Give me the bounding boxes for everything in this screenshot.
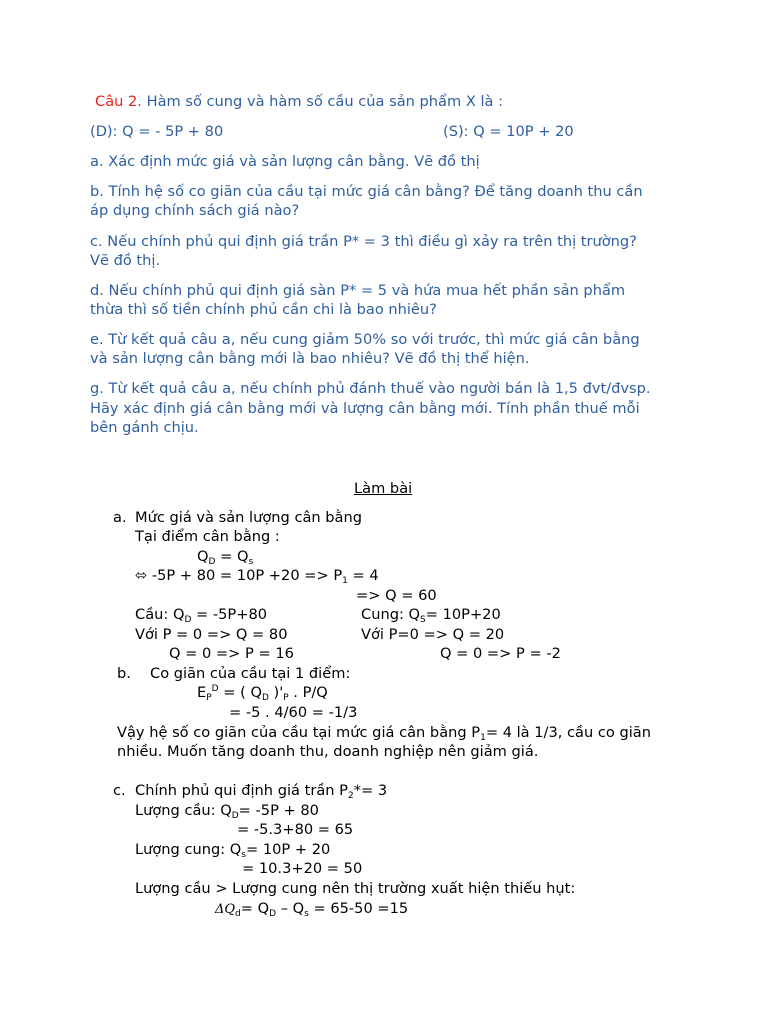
solution-c-shortage: Lượng cầu > Lượng cung nên thị trường xuất hiện thiếu hụt:: [135, 880, 576, 897]
solution-a-supply-p0: Với P=0 => Q = 20: [361, 626, 505, 643]
e-deriv: )': [268, 684, 284, 701]
c-title-text: Chính phủ qui định giá trần P: [135, 782, 348, 799]
supply-formula: = 10P+20: [425, 606, 501, 623]
solution-a-marker: a.: [113, 509, 127, 526]
e-ratio: . P/Q: [288, 684, 328, 701]
question-d-line2: thừa thì số tiền chính phủ cần chi là bao nhiêu?: [90, 301, 437, 318]
solution-c-supply-calc: = 10.3+20 = 50: [242, 860, 363, 877]
c-supply-text: Lượng cung: Q: [135, 841, 242, 858]
solution-a-step1: [135, 566, 379, 586]
supply-sub: S: [420, 615, 426, 625]
question-b-line2: áp dụng chính sách giá nào?: [90, 202, 300, 219]
question-e-line2: và sản lượng cân bằng mới là bao nhiêu? Vẽ đồ thị thể hiện.: [90, 350, 530, 367]
question-e-line1: e. Từ kết quả câu a, nếu cung giảm 50% so với trước, thì mức giá cân bằng: [90, 331, 640, 348]
e-symbol: E: [197, 684, 207, 701]
concl1-text: Vậy hệ số co giãn của cầu tại mức giá cân bằng P: [117, 724, 481, 741]
e-p-sub: P: [283, 693, 289, 703]
question-c-line2: Vẽ đồ thị.: [90, 252, 161, 269]
question-c-line1: c. Nếu chính phủ qui định giá trần P* = 3 thì điều gì xảy ra trên thị trường?: [90, 233, 637, 250]
solution-heading: Làm bài: [354, 480, 413, 497]
solution-c-supply: [135, 840, 330, 860]
concl1-sub: 1: [480, 733, 486, 743]
question-intro: Hàm số cung và hàm số cầu của sản phẩm X là :: [141, 93, 504, 110]
question-label: Câu 2.: [95, 93, 142, 110]
solution-b-conclusion2: nhiều. Muốn tăng doanh thu, doanh nghiệp nên giảm giá.: [117, 743, 539, 760]
c-demand-formula: = -5P + 80: [238, 802, 319, 819]
e-sub: P: [206, 693, 212, 703]
question-g-line1: g. Từ kết quả câu a, nếu chính phủ đánh thuế vào người bán là 1,5 đvt/đvsp.: [90, 380, 651, 397]
step1-text: ⬄ -5P + 80 = 10P +20 => P: [135, 567, 343, 584]
question-intro-line: [95, 92, 503, 112]
demand-formula: = -5P+80: [191, 606, 268, 623]
eq-d-sub: D: [208, 557, 216, 567]
solution-a-at-point: Tại điểm cân bằng :: [135, 528, 280, 545]
solution-a-title: Mức giá và sản lượng cân bằng: [135, 509, 363, 526]
step1-value: = 4: [347, 567, 379, 584]
demand-text: Cầu: Q: [135, 606, 185, 623]
delta-minus: – Q: [276, 900, 305, 917]
e-sup: D: [211, 684, 219, 694]
e-q-sub: D: [261, 693, 269, 703]
eq-q: Q: [197, 548, 209, 565]
e-eq: = ( Q: [218, 684, 262, 701]
solution-a-demand-q0: Q = 0 => P = 16: [169, 645, 294, 662]
c-supply-formula: = 10P + 20: [246, 841, 331, 858]
question-g-line2: Hãy xác định giá cân bằng mới và lượng cân bằng mới. Tính phần thuế mỗi: [90, 400, 640, 417]
solution-a-supply: [361, 605, 501, 625]
solution-b-elasticity-formula: [197, 683, 328, 703]
solution-c-marker: c.: [113, 782, 126, 799]
step1-sub: 1: [342, 576, 348, 586]
delta-symbol: ΔQ: [215, 902, 236, 917]
c-title-sub: 2: [347, 791, 354, 801]
solution-a-equation: [197, 547, 253, 567]
delta-sub: d: [235, 909, 241, 919]
solution-c-demand: [135, 801, 319, 821]
question-d-line1: d. Nếu chính phủ qui định giá sàn P* = 5 và hứa mua hết phần sản phẩm: [90, 282, 626, 299]
c-title-value: *= 3: [353, 782, 388, 799]
delta-eq: = Q: [240, 900, 270, 917]
solution-c-title: [135, 781, 387, 801]
question-a: a. Xác định mức giá và sản lượng cân bằng. Vẽ đồ thị: [90, 153, 480, 170]
solution-b-marker: b.: [117, 665, 131, 682]
solution-b-title: Co giãn của cầu tại 1 điểm:: [150, 665, 351, 682]
delta-qs-sub: s: [304, 909, 309, 919]
solution-c-delta: [215, 899, 408, 920]
demand-function: (D): Q = - 5P + 80: [90, 123, 224, 140]
c-demand-text: Lượng cầu: Q: [135, 802, 232, 819]
supply-text: Cung: Q: [361, 606, 420, 623]
demand-sub: D: [184, 615, 192, 625]
solution-c-demand-calc: = -5.3+80 = 65: [237, 821, 354, 838]
delta-result: = 65-50 =15: [308, 900, 409, 917]
supply-function: (S): Q = 10P + 20: [443, 123, 574, 140]
solution-b-conclusion1: [117, 723, 651, 743]
delta-qd-sub: D: [269, 909, 277, 919]
c-supply-sub: s: [241, 850, 246, 860]
eq-s-sub: s: [248, 557, 254, 567]
solution-a-demand-p0: Với P = 0 => Q = 80: [135, 626, 288, 643]
question-b-line1: b. Tính hệ số co giãn của cầu tại mức giá cân bằng? Để tăng doanh thu cần: [90, 183, 643, 200]
solution-b-calc: = -5 . 4/60 = -1/3: [229, 704, 358, 721]
solution-a-step2: => Q = 60: [356, 587, 437, 604]
eq-eq: = Q: [215, 548, 249, 565]
c-demand-sub: D: [231, 811, 239, 821]
solution-a-demand: [135, 605, 267, 625]
solution-a-supply-q0: Q = 0 => P = -2: [440, 645, 561, 662]
question-g-line3: bên gánh chịu.: [90, 419, 199, 436]
concl1-rest: = 4 là 1/3, cầu co giãn: [485, 724, 651, 741]
